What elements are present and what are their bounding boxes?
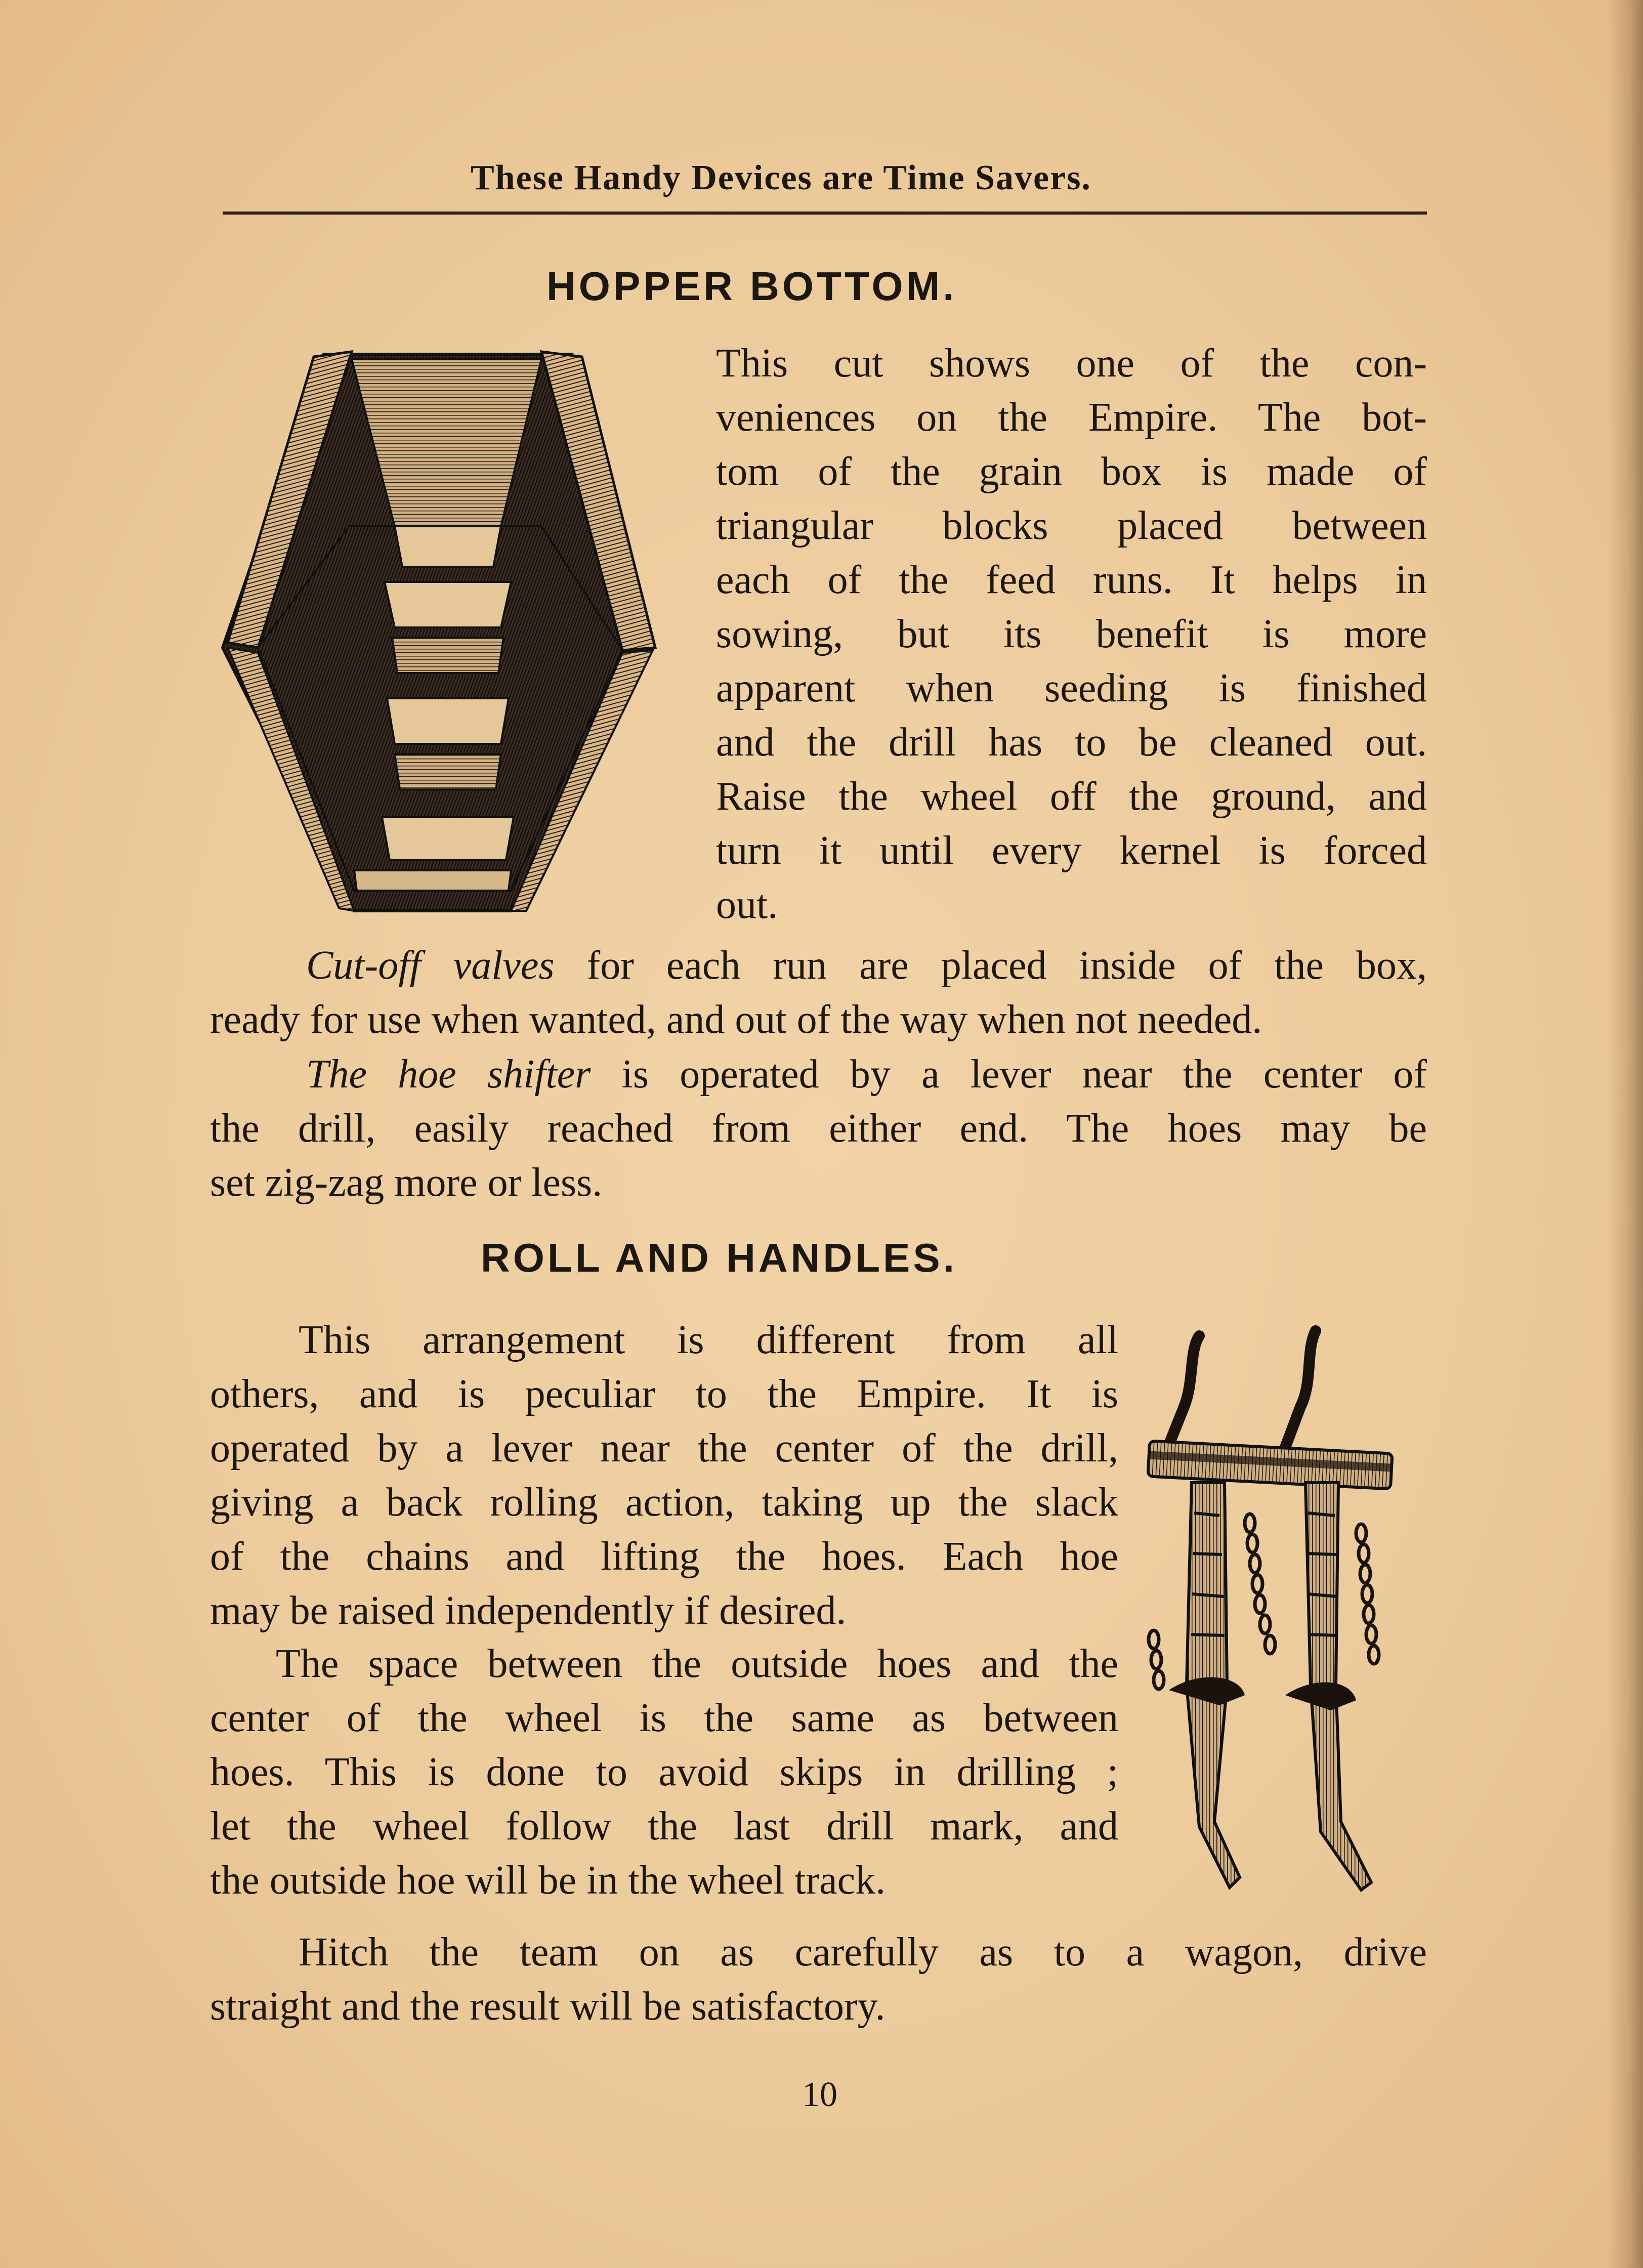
text-line: set zig-zag more or less.: [210, 1160, 603, 1205]
text-line: This arrangement is different from all: [299, 1318, 1118, 1362]
text-line: may be raised independently if desired.: [210, 1588, 847, 1633]
roll-and-handles-title: ROLL AND HANDLES.: [481, 1235, 957, 1280]
header-rule: [223, 212, 1427, 215]
text-line: Hitch the team on as carefully as to a wagon, drive: [299, 1930, 1427, 1975]
text-line: hoes. This is done to avoid skips in drilling ;: [210, 1750, 1118, 1794]
text-line: apparent when seeding is finished: [716, 666, 1427, 710]
hopper-bottom-title: HOPPER BOTTOM.: [546, 264, 957, 309]
hitch-team-paragraph: [210, 1925, 1427, 2034]
page-number: 10: [802, 2075, 837, 2114]
text-fragment: is operated by a lever near the center of: [591, 1052, 1427, 1097]
text-line: giving a back rolling action, taking up the slack: [210, 1480, 1118, 1525]
text-line: tom of the grain box is made of: [716, 449, 1427, 494]
hopper-intro-paragraph: [716, 337, 1427, 932]
page-edge-shadow: [1608, 0, 1643, 2268]
text-line: others, and is peculiar to the Empire. It is: [210, 1372, 1118, 1416]
running-head: These Handy Devices are Time Savers.: [471, 158, 1091, 197]
text-line: the outside hoe will be in the wheel track.: [210, 1858, 886, 1903]
text-line: [210, 1047, 1427, 1102]
hoe-shifter-paragraph: [210, 1047, 1427, 1210]
text-line: center of the wheel is the same as between: [210, 1696, 1118, 1740]
text-line: Raise the wheel off the ground, and: [716, 774, 1427, 819]
text-line: of the chains and lifting the hoes. Each hoe: [210, 1534, 1118, 1579]
hopper-bottom-illustration: [218, 344, 663, 916]
roll-paragraph-2: [210, 1637, 1118, 1908]
text-line: turn it until every kernel is forced: [716, 828, 1427, 873]
cutoff-valves-paragraph: [210, 939, 1427, 1047]
text-line: out.: [716, 883, 778, 927]
text-line: triangular blocks placed between: [716, 503, 1427, 548]
text-line: veniences on the Empire. The bot-: [716, 395, 1427, 440]
text-line: sowing, but its benefit is more: [716, 612, 1427, 656]
text-line: the drill, easily reached from either end. The hoes may be: [210, 1106, 1427, 1151]
cutoff-valves-term: Cut-off valves: [306, 943, 555, 988]
roll-and-handles-illustration: [1139, 1321, 1397, 1913]
hoe-shifter-term: The hoe shifter: [306, 1052, 591, 1097]
text-line: The space between the outside hoes and the: [276, 1642, 1118, 1686]
text-line: let the wheel follow the last drill mark, and: [210, 1804, 1118, 1849]
text-line: [210, 939, 1427, 993]
text-line: operated by a lever near the center of the drill,: [210, 1426, 1118, 1471]
text-line: and the drill has to be cleaned out.: [716, 720, 1427, 765]
roll-paragraph-1: [210, 1313, 1118, 1638]
text-line: straight and the result will be satisfactory.: [210, 1984, 886, 2029]
text-line: each of the feed runs. It helps in: [716, 558, 1427, 602]
text-fragment: for each run are placed inside of the box,: [554, 943, 1427, 988]
text-line: ready for use when wanted, and out of the way when not needed.: [210, 997, 1262, 1042]
text-line: This cut shows one of the con-: [716, 341, 1427, 386]
